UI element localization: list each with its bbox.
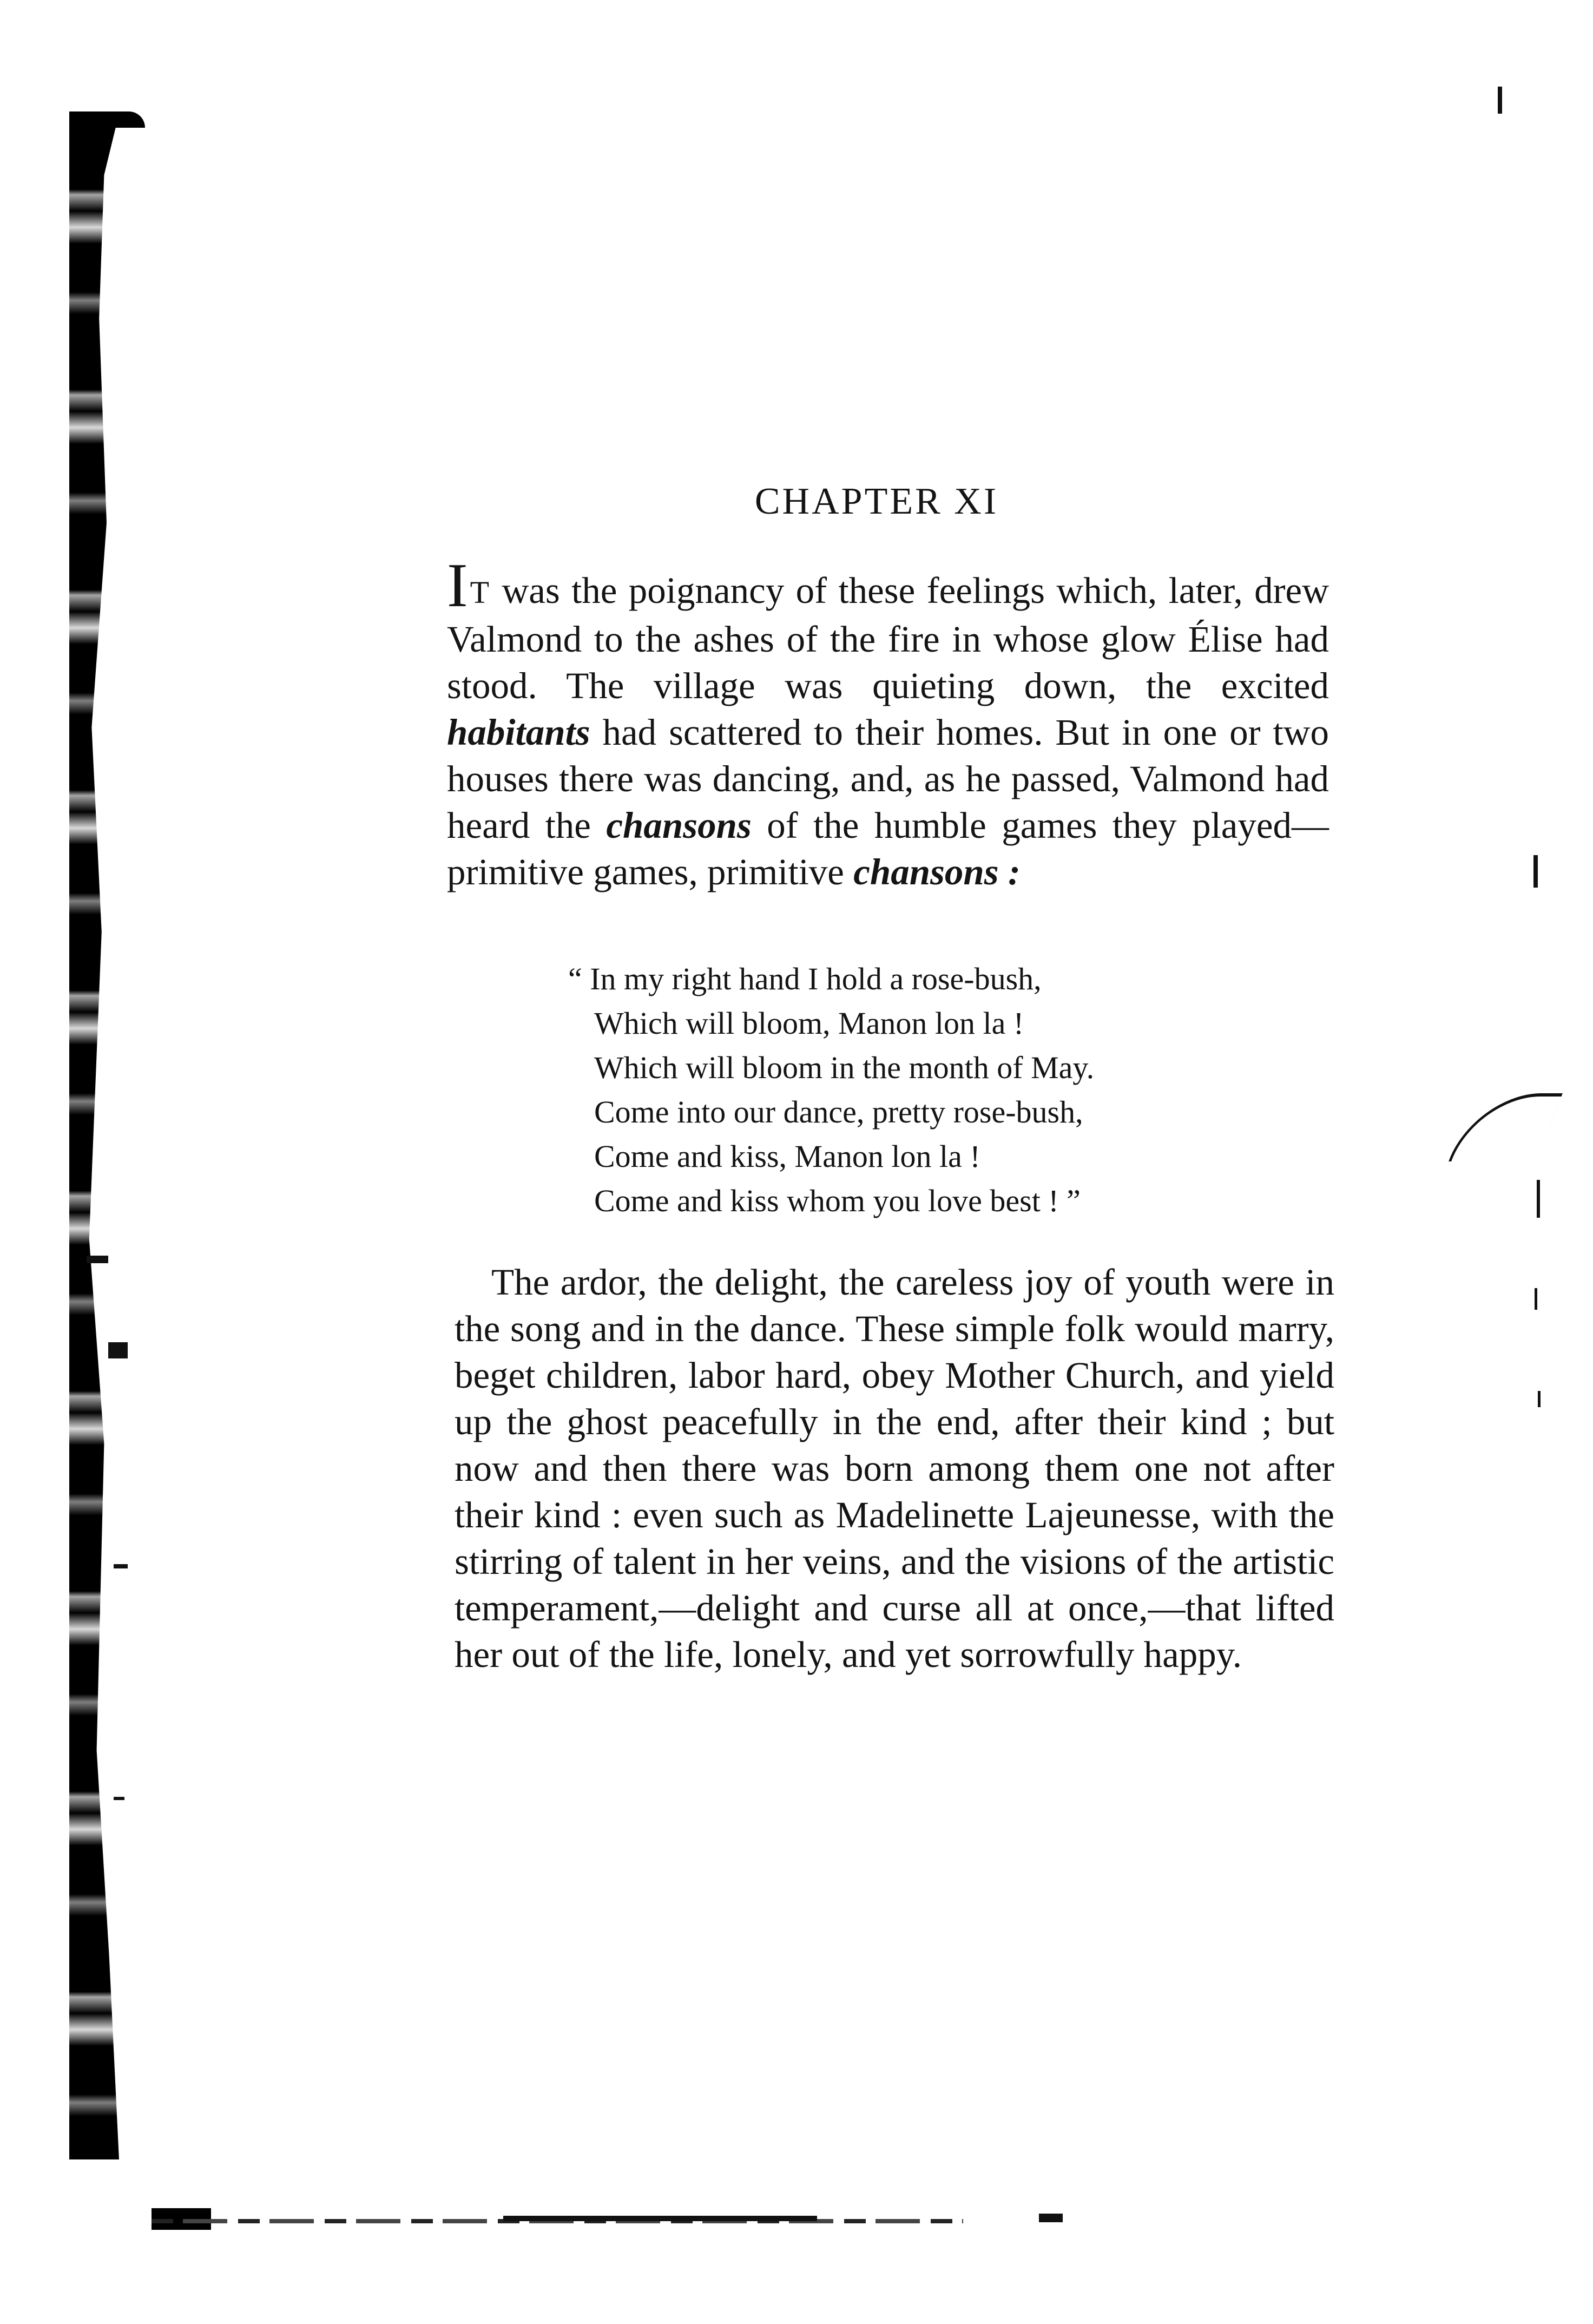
- scan-artifact-mark: [114, 1797, 124, 1800]
- song-line: Come and kiss, Manon lon la !: [594, 1139, 980, 1174]
- paragraph-2: The ardor, the delight, the careless joy of youth were in the song and in the dance. These simple folk would marry, beget children, labor hard, obey Mother Church, and yield up the ghost peacefully in the end, after their kind ; but now and then there was born among them one not after their kind : even such as Madelinette Lajeunesse, with the stirring of talent in her veins, and the visions of the artistic temperament,—delight and curse all at once,—that lifted her out of the life, lonely, and yet sorrowfully happy.: [455, 1262, 1334, 1675]
- scan-artifact-mark: [1498, 87, 1502, 114]
- chapter-heading: [0, 483, 1593, 521]
- song-line: Which will bloom, Manon lon la !: [594, 1006, 1024, 1041]
- paragraph-1-text-b: had scattered to their homes. But in one or two houses there was dancing, and, as he passed, Valmond had heard the: [447, 712, 1329, 846]
- italic-chansons: chansons: [606, 805, 752, 846]
- lead-smallcap: T: [470, 575, 491, 610]
- scan-artifact-right-curve: [1449, 1093, 1563, 1161]
- song-line: Come and kiss whom you love best ! ”: [594, 1183, 1081, 1218]
- italic-habitants: habitants: [447, 712, 590, 753]
- song-line: Come into our dance, pretty rose-bush,: [594, 1094, 1083, 1130]
- paragraph-1-text-a: was the poignancy of these feelings which, later, drew Valmond to the ashes of the fire in whose glow Élise had stood. The village was quieting down, the excited: [447, 570, 1329, 706]
- chapter-heading-text: CHAPTER XI: [754, 481, 999, 522]
- paragraph-1: [447, 551, 1329, 895]
- scan-artifact-mark: [1535, 1288, 1537, 1310]
- scan-artifact-mark: [87, 1256, 108, 1263]
- scan-artifact-mark: [1537, 1180, 1540, 1218]
- scan-artifact-left-edge: [69, 114, 119, 2159]
- song-verse: [568, 957, 1326, 1223]
- song-line: Which will bloom in the month of May.: [594, 1050, 1095, 1085]
- paragraph-1-text-c: of the humble games they played—primitive games, primitive: [447, 805, 1329, 892]
- scan-artifact-mark: [114, 1564, 128, 1568]
- song-line: “ In my right hand I hold a rose-bush,: [568, 961, 1042, 996]
- scan-artifact-bottom-dot: [1039, 2214, 1063, 2222]
- scan-artifact-mark: [1533, 855, 1538, 888]
- scan-artifact-bottom-bar: [503, 2216, 817, 2221]
- scan-artifact-mark: [1538, 1391, 1541, 1407]
- italic-chansons-colon: chansons :: [853, 851, 1021, 892]
- drop-cap: I: [447, 551, 468, 620]
- scan-artifact-mark: [108, 1342, 128, 1358]
